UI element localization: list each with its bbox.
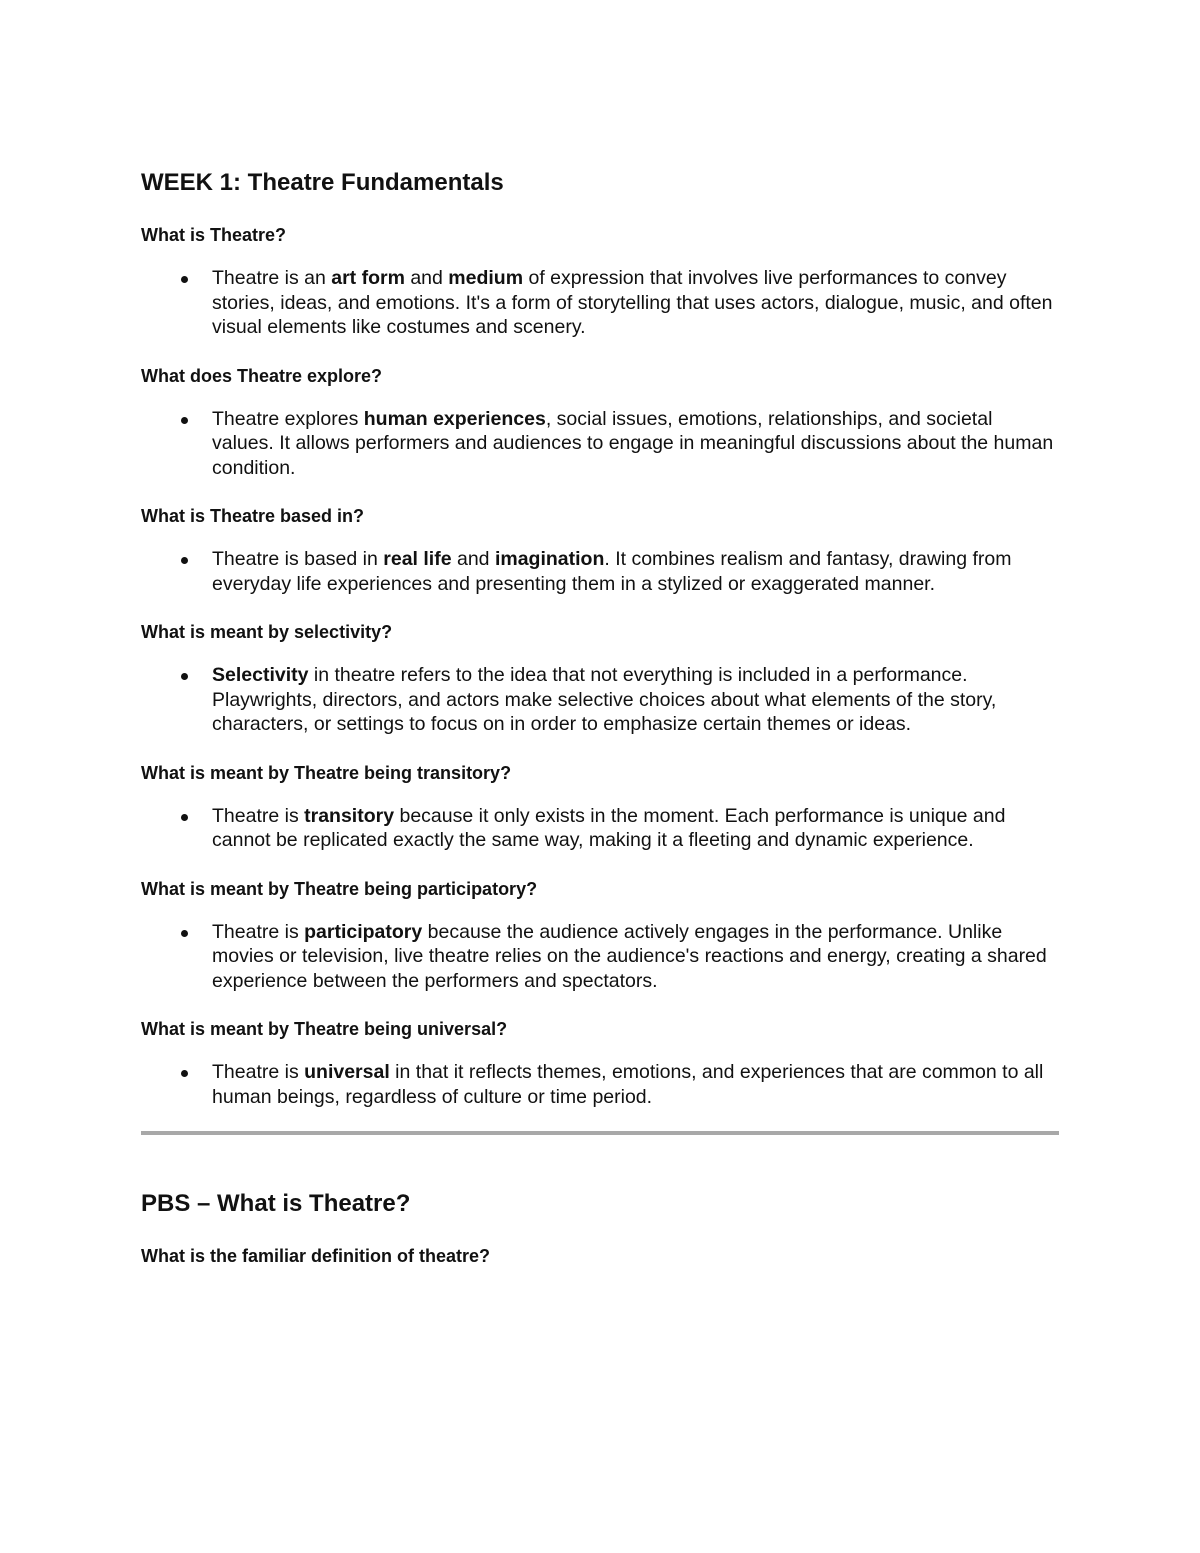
- bullet-list: [141, 663, 1059, 737]
- section-question: What is meant by Theatre being participatory?: [141, 878, 538, 899]
- section-question: What is meant by Theatre being universal?: [141, 1019, 508, 1039]
- section-question: What is meant by Theatre being transitory?: [141, 762, 512, 783]
- text-run: and: [404, 267, 449, 289]
- text-run: Theatre is: [212, 804, 305, 827]
- text-run: of expression that involves live performances to convey stories, ideas, and emotions. It's a form of storytelling that uses actors, dialogue, music, and often visual elements like costumes and scenery.: [212, 267, 1053, 338]
- text-run: , social issues, emotions, relationships, and societal values. It allows performers and audiences to engage in meaningful discussions about the human condition.: [212, 407, 1054, 479]
- bullet-list: [141, 266, 1059, 340]
- text-run: in theatre refers to the idea that not everything is included in a performance. Playwrights, directors, and actors make selective choices about what elements of the story, characters, or settings to focus on in order to emphasize certain themes or ideas.: [212, 664, 997, 735]
- section-question: What is Theatre based in?: [141, 506, 365, 526]
- text-run: Theatre is based in: [212, 548, 384, 570]
- bold-term: medium: [448, 267, 524, 289]
- bullet-dot-icon: [181, 930, 188, 937]
- text-run: Theatre is: [212, 1061, 305, 1083]
- week-title: WEEK 1: Theatre Fundamentals: [141, 169, 504, 196]
- bullet-list: [141, 1060, 1059, 1109]
- bullet-list: [141, 804, 1059, 853]
- bullet-item: [141, 920, 1059, 994]
- bullet-item: [141, 266, 1059, 340]
- bold-term: art form: [331, 267, 405, 289]
- bullet-list: [141, 407, 1059, 481]
- bullet-dot-icon: [181, 557, 188, 564]
- bold-term: imagination: [494, 548, 605, 570]
- bullet-dot-icon: [181, 1070, 188, 1077]
- section-question: What is meant by selectivity?: [141, 622, 393, 642]
- bold-term: Selectivity: [212, 664, 309, 686]
- bullet-dot-icon: [181, 276, 188, 283]
- bullet-list: [141, 920, 1059, 994]
- bold-term: universal: [304, 1061, 390, 1083]
- bullet-list: [141, 547, 1059, 596]
- section-question: What is Theatre?: [141, 225, 287, 245]
- document-content: [141, 168, 1059, 1268]
- bold-term: human experiences: [363, 407, 546, 430]
- bullet-item: [141, 407, 1059, 481]
- bullet-dot-icon: [181, 814, 188, 821]
- bullet-item: [141, 663, 1059, 737]
- text-run: Theatre is an: [212, 267, 332, 289]
- bold-term: participatory: [304, 920, 423, 943]
- bold-term: transitory: [304, 804, 395, 827]
- pbs-question: What is the familiar definition of theatre?: [141, 1246, 491, 1266]
- bullet-dot-icon: [181, 673, 188, 680]
- pbs-title: PBS – What is Theatre?: [141, 1190, 411, 1217]
- bullet-item: [141, 547, 1059, 596]
- pbs-section: [141, 1189, 1059, 1268]
- text-run: Theatre explores: [212, 407, 364, 430]
- text-run: because the audience actively engages in the performance. Unlike movies or television, live theatre relies on the audience's reactions and energy, creating a shared experience between the performers and spectators.: [212, 920, 1047, 992]
- bold-term: real life: [383, 548, 452, 570]
- bullet-item: [141, 804, 1059, 853]
- text-run: and: [451, 548, 495, 570]
- horizontal-divider: [141, 1131, 1059, 1135]
- text-run: in that it reflects themes, emotions, and experiences that are common to all human beings, regardless of culture or time period.: [212, 1061, 1044, 1108]
- bullet-item: [141, 1060, 1059, 1109]
- text-run: because it only exists in the moment. Each performance is unique and cannot be replicated exactly the same way, making it a fleeting and dynamic experience.: [212, 804, 1006, 851]
- text-run: . It combines realism and fantasy, drawing from everyday life experiences and presenting them in a stylized or exaggerated manner.: [212, 548, 1012, 595]
- text-run: Theatre is: [212, 920, 305, 943]
- section-question: What does Theatre explore?: [141, 365, 383, 386]
- bullet-dot-icon: [181, 417, 188, 424]
- qa-sections: [141, 223, 1059, 1109]
